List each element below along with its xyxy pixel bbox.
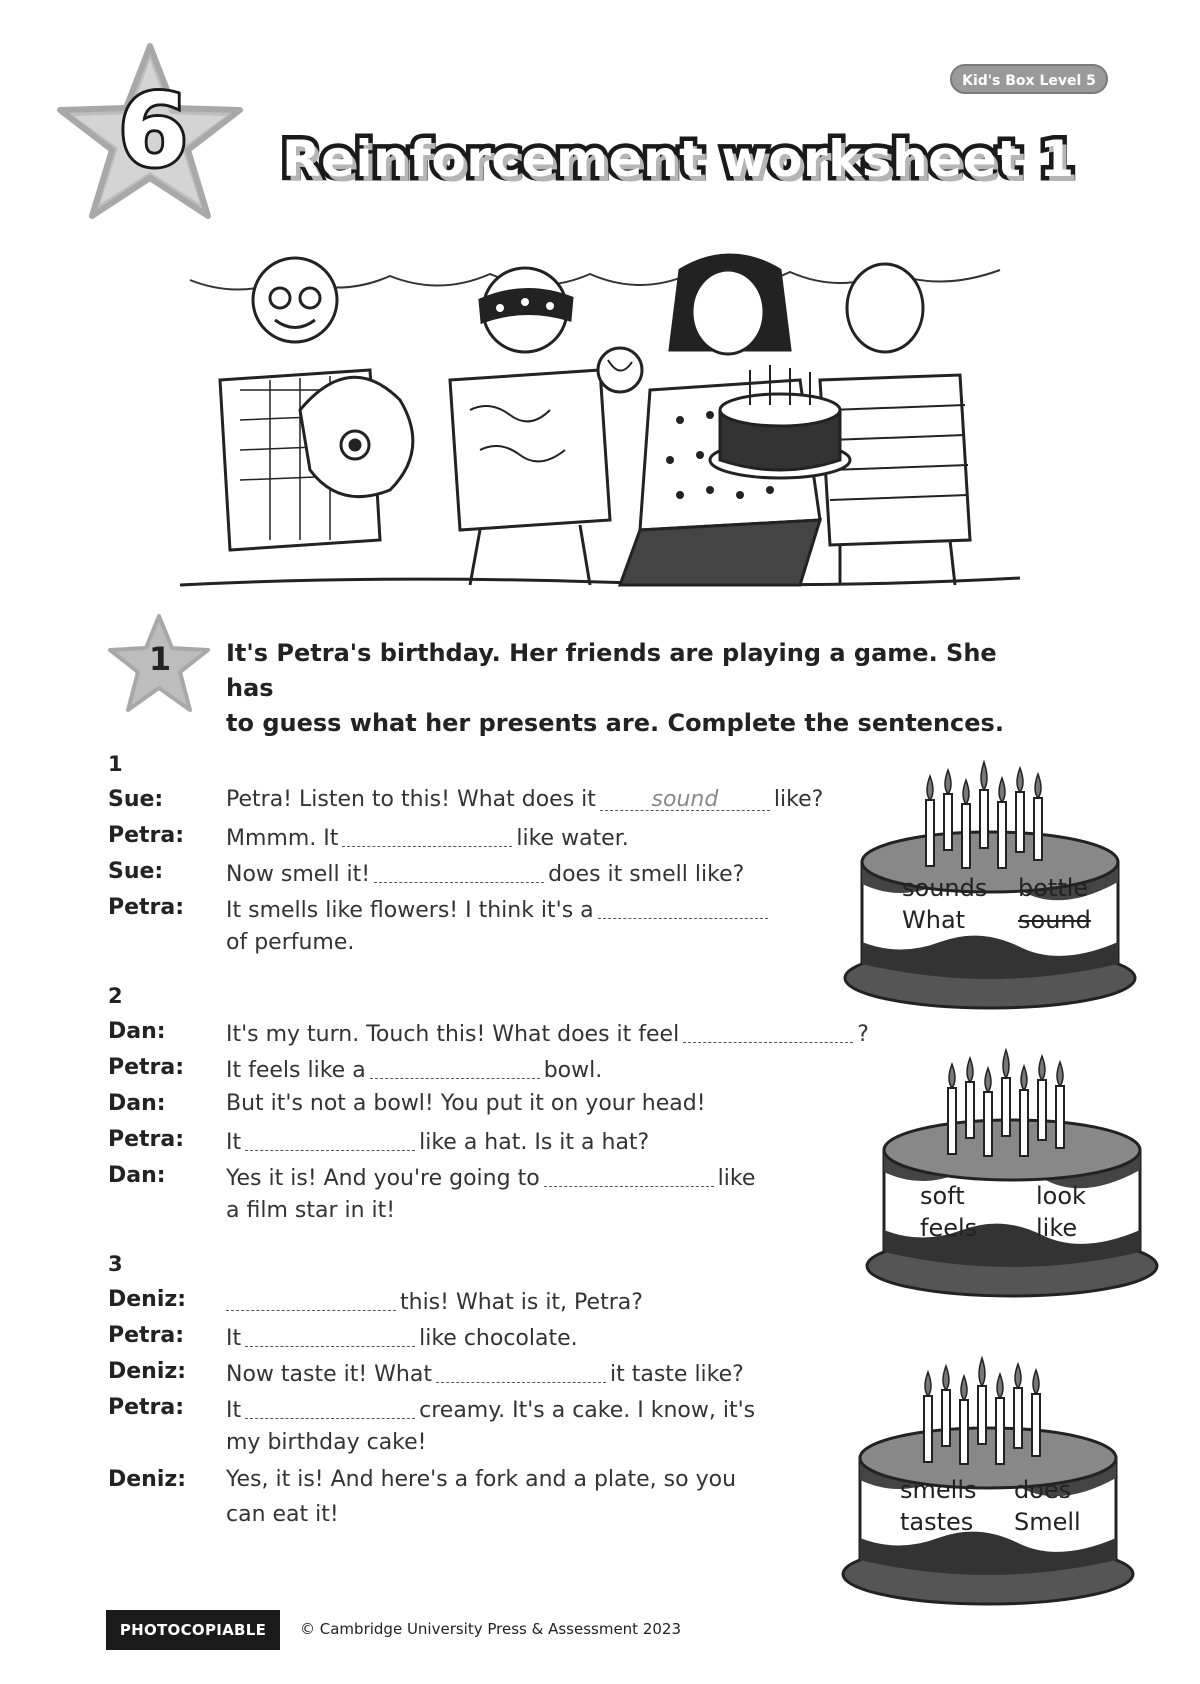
word-bank-word: sounds [902, 874, 988, 902]
line-text: It feels like a [226, 1058, 366, 1083]
word-bank-word: soft [920, 1182, 965, 1210]
line-text: It's my turn. Touch this! What does it feel [226, 1022, 680, 1047]
dialogue-line [108, 1318, 908, 1354]
page-title: Reinforcement worksheet 1 [282, 130, 1075, 188]
line-text: Yes it is! And you're going to [226, 1166, 540, 1191]
speaker: Dan: [108, 1163, 166, 1188]
answer-blank[interactable] [245, 1392, 415, 1419]
dialogue-continuation: can eat it! [226, 1502, 339, 1527]
exercise-instructions [226, 636, 1046, 741]
word-bank-cake-3 [838, 1338, 1138, 1608]
answer-blank[interactable] [342, 820, 512, 847]
word-bank-word: bottle [1018, 874, 1089, 902]
speaker: Petra: [108, 1323, 185, 1348]
speaker: Dan: [108, 1019, 166, 1044]
line-text: bowl. [543, 1058, 603, 1083]
word-bank-word: look [1036, 1182, 1086, 1210]
line-text: Yes, it is! And here's a fork and a plate, so you [226, 1467, 737, 1492]
cake-icon [838, 1338, 1138, 1608]
line-text: like a hat. Is it a hat? [419, 1130, 650, 1155]
dialogue-line [108, 854, 908, 890]
dialogue-3-number: 3 [108, 1252, 123, 1276]
line-text: But it's not a bowl! You put it on your head! [226, 1091, 706, 1116]
dialogue-line [108, 890, 908, 926]
line-text: Now smell it! [226, 862, 371, 887]
line-text: It smells like flowers! I think it's a [226, 898, 594, 923]
line-text: It [226, 1326, 242, 1351]
dialogue-line [108, 1462, 908, 1498]
word-bank-word: does [1014, 1476, 1072, 1504]
word-bank-cake-2 [862, 1030, 1162, 1300]
dialogue-continuation: a film star in it! [226, 1198, 396, 1223]
unit-number: 6 [118, 72, 188, 189]
line-text: like? [773, 787, 824, 812]
line-text: Mmmm. It [226, 826, 339, 851]
dialogue-line [108, 1050, 908, 1086]
dialogue-continuation: my birthday cake! [226, 1430, 427, 1455]
line-text: like chocolate. [419, 1326, 578, 1351]
word-bank-word: tastes [900, 1508, 974, 1536]
dialogue-line [108, 1122, 908, 1158]
word-bank-cake-1 [840, 742, 1140, 1012]
word-bank-word: like [1036, 1214, 1078, 1242]
answer-blank[interactable] [370, 1052, 540, 1079]
speaker: Deniz: [108, 1467, 186, 1492]
dialogue-1-number: 1 [108, 752, 123, 776]
answer-blank[interactable] [374, 856, 544, 883]
answer-blank[interactable] [436, 1356, 606, 1383]
dialogue-line [108, 782, 908, 818]
dialogue-line [108, 1014, 908, 1050]
answer-blank[interactable] [226, 1284, 396, 1311]
answer-blank[interactable] [598, 892, 768, 919]
instructions-line-1: It's Petra's birthday. Her friends are playing a game. She has [226, 639, 997, 702]
dialogue-line [108, 1390, 908, 1426]
photocopiable-label: PHOTOCOPIABLE [106, 1610, 280, 1650]
copyright-notice: © Cambridge University Press & Assessment 2023 [300, 1620, 682, 1638]
exercise-number: 1 [148, 640, 172, 678]
speaker: Petra: [108, 1127, 185, 1152]
line-text: like [717, 1166, 756, 1191]
word-bank-word: What [902, 906, 966, 934]
word-bank-word: Smell [1014, 1508, 1081, 1536]
line-text: like water. [516, 826, 629, 851]
speaker: Petra: [108, 1055, 185, 1080]
speaker: Deniz: [108, 1359, 186, 1384]
cake-icon [862, 1030, 1162, 1300]
speaker: Sue: [108, 787, 164, 812]
line-text: It [226, 1130, 242, 1155]
speaker: Sue: [108, 859, 164, 884]
dialogue-line [108, 1086, 908, 1122]
line-text: it taste like? [609, 1362, 744, 1387]
instructions-line-2: to guess what her presents are. Complete the sentences. [226, 709, 1004, 737]
dialogue-line [108, 1354, 908, 1390]
word-bank-word-used: sound [1018, 906, 1091, 934]
line-text: this! What is it, Petra? [400, 1290, 643, 1315]
answer-blank[interactable] [683, 1016, 853, 1043]
word-bank-word: smells [900, 1476, 977, 1504]
example-answer: sound [651, 787, 719, 812]
line-text: does it smell like? [548, 862, 745, 887]
line-text: creamy. It's a cake. I know, it's [419, 1398, 756, 1423]
speaker: Petra: [108, 1395, 185, 1420]
answer-blank[interactable] [245, 1320, 415, 1347]
answer-blank[interactable] [600, 784, 770, 811]
speaker: Deniz: [108, 1287, 186, 1312]
answer-blank[interactable] [544, 1160, 714, 1187]
party-illustration [180, 240, 1020, 600]
line-text: Petra! Listen to this! What does it [226, 787, 596, 812]
dialogue-line [108, 818, 908, 854]
speaker: Petra: [108, 823, 185, 848]
dialogue-continuation: of perfume. [226, 930, 355, 955]
speaker: Dan: [108, 1091, 166, 1116]
answer-blank[interactable] [245, 1124, 415, 1151]
dialogue-line [108, 1282, 908, 1318]
line-text: It [226, 1398, 242, 1423]
speaker: Petra: [108, 895, 185, 920]
line-text: ? [857, 1022, 869, 1047]
word-bank-word: feels [920, 1214, 978, 1242]
cake-icon [840, 742, 1140, 1012]
dialogue-2-number: 2 [108, 984, 123, 1008]
line-text: Now taste it! What [226, 1362, 432, 1387]
level-badge: Kid's Box Level 5 [950, 64, 1108, 94]
dialogue-line [108, 1158, 908, 1194]
